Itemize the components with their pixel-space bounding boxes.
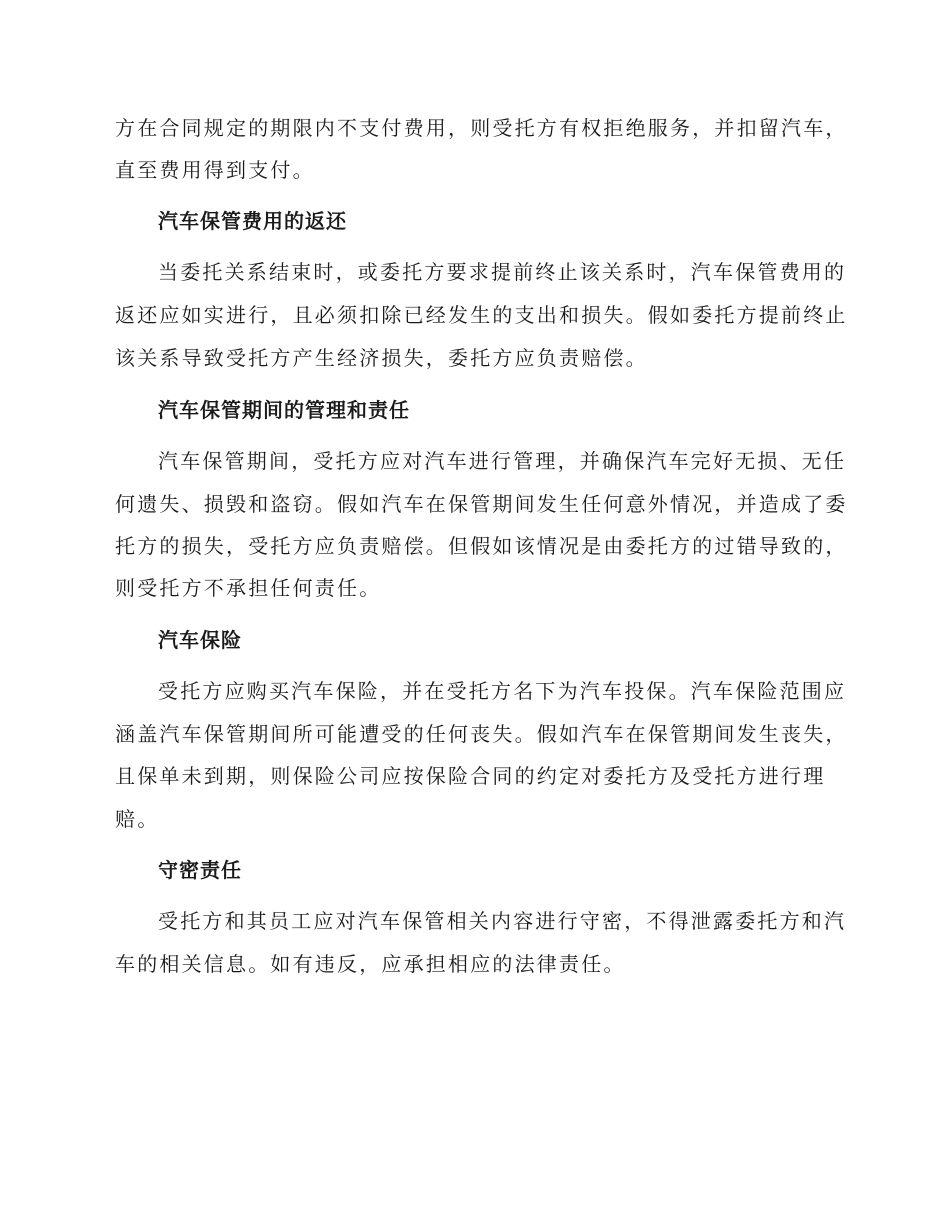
paragraph-line: 返还应如实进行，且必须扣除已经发生的支出和损失。假如委托方提前终止 [115,303,848,327]
paragraph-line: 且保单未到期，则保险公司应按保险合同的约定对委托方及受托方进行理 [115,764,826,788]
paragraph-line: 托方的损失，受托方应负责赔偿。但假如该情况是由委托方的过错导致的， [115,534,848,558]
paragraph-line: 受托方应购买汽车保险，并在受托方名下为汽车投保。汽车保险范围应 [158,679,847,703]
paragraph-line: 涵盖汽车保管期间所可能遭受的任何丧失。假如汽车在保管期间发生丧失， [115,722,848,746]
paragraph-line: 汽车保管期间，受托方应对汽车进行管理，并确保汽车完好无损、无任 [158,449,847,473]
paragraph-line: 受托方和其员工应对汽车保管相关内容进行守密，不得泄露委托方和汽 [158,909,847,933]
section-heading-confidentiality: 守密责任 [158,858,242,882]
paragraph-line: 赔。 [115,807,160,831]
paragraph-line: 直至费用得到支付。 [115,158,315,182]
paragraph-line: 何遗失、损毁和盗窃。假如汽车在保管期间发生任何意外情况，并造成了委 [115,492,848,516]
section-heading-fee-refund: 汽车保管费用的返还 [158,209,347,233]
paragraph-line: 则受托方不承担任何责任。 [115,576,382,600]
section-heading-insurance: 汽车保险 [158,628,242,652]
paragraph-line: 该关系导致受托方产生经济损失，委托方应负责赔偿。 [115,346,648,370]
section-heading-management: 汽车保管期间的管理和责任 [158,398,410,422]
paragraph-line: 车的相关信息。如有违反，应承担相应的法律责任。 [115,952,626,976]
paragraph-line: 方在合同规定的期限内不支付费用，则受托方有权拒绝服务，并扣留汽车， [115,116,848,140]
paragraph-line: 当委托关系结束时，或委托方要求提前终止该关系时，汽车保管费用的 [158,260,847,284]
